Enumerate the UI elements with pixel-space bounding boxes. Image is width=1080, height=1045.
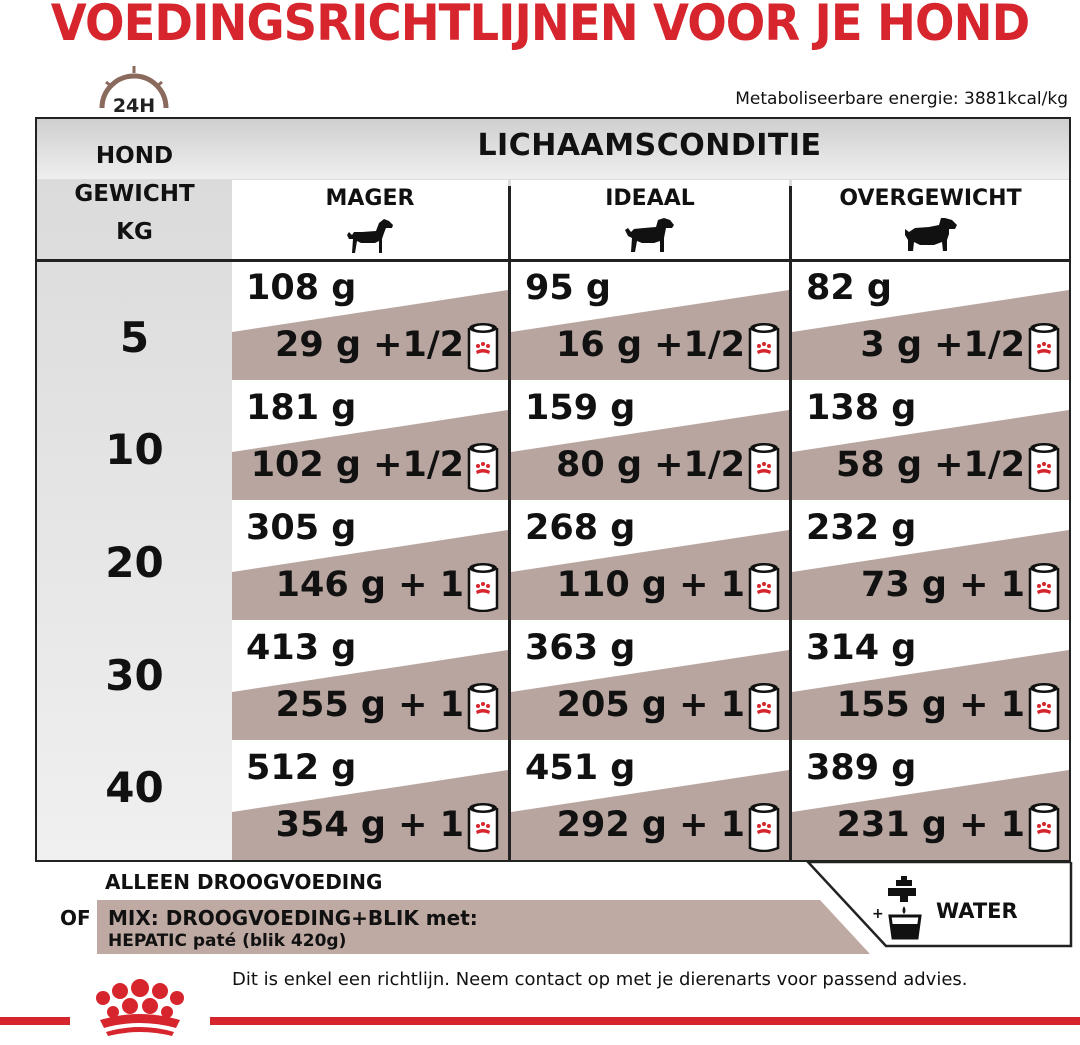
feeding-cell [511, 262, 789, 382]
mix-amount: 80 g +1/2 [556, 445, 745, 485]
column-divider [789, 262, 792, 860]
dry-food-amount: 363 g [525, 628, 636, 668]
dry-food-amount: 451 g [525, 748, 636, 788]
dry-food-amount: 413 g [246, 628, 357, 668]
weight-label: 40 [105, 763, 164, 812]
dry-food-amount: 138 g [806, 388, 917, 428]
mix-amount: 231 g + 1 [836, 805, 1025, 845]
feeding-cell [511, 382, 789, 502]
column-divider [508, 262, 511, 860]
feeding-cell [792, 742, 1069, 862]
feeding-cell [792, 262, 1069, 382]
legend-dry-only: ALLEEN DROOGVOEDING [105, 870, 383, 894]
mix-amount: 292 g + 1 [556, 805, 745, 845]
column-label: OVERGEWICHT [839, 186, 1022, 211]
page-title: VOEDINGSRICHTLIJNEN VOOR JE HOND [50, 0, 1030, 52]
dry-food-amount: 512 g [246, 748, 357, 788]
condition-title: LICHAAMSCONDITIE [477, 128, 822, 163]
dry-food-amount: 305 g [246, 508, 357, 548]
mix-amount: 155 g + 1 [836, 685, 1025, 725]
weight-label: 30 [105, 651, 164, 700]
mix-amount: 255 g + 1 [275, 685, 464, 725]
water-tap-icon [868, 876, 934, 944]
column-header-lean [232, 180, 508, 260]
can-icon [747, 802, 781, 856]
feeding-cell [511, 742, 789, 862]
lean-dog-icon [344, 215, 396, 255]
column-divider [789, 186, 792, 260]
clock-24h-icon [92, 62, 176, 120]
legend-mix-line1: MIX: DROOGVOEDING+BLIK met: [108, 906, 478, 930]
energy-value: Metaboliseerbare energie: 3881kcal/kg [735, 89, 1068, 109]
column-header-ideal [511, 180, 789, 260]
ideal-dog-icon [622, 215, 678, 255]
can-icon [1027, 442, 1061, 496]
dry-food-amount: 268 g [525, 508, 636, 548]
weight-header [37, 137, 232, 251]
legend-mix-line2: HEPATIC paté (blik 420g) [108, 931, 347, 951]
dry-food-amount: 181 g [246, 388, 357, 428]
feeding-cell [232, 382, 508, 502]
mix-amount: 73 g + 1 [861, 565, 1025, 605]
dry-food-amount: 159 g [525, 388, 636, 428]
legend-water: WATER [936, 899, 1018, 923]
column-label: MAGER [325, 186, 415, 211]
weight-header-line: KG [116, 219, 153, 245]
feeding-cell [232, 262, 508, 382]
can-icon [1027, 802, 1061, 856]
dry-food-amount: 314 g [806, 628, 917, 668]
can-icon [1027, 322, 1061, 376]
feeding-cell [792, 502, 1069, 622]
feeding-cell [232, 622, 508, 742]
feeding-cell [511, 502, 789, 622]
feeding-cell [232, 742, 508, 862]
mix-amount: 205 g + 1 [556, 685, 745, 725]
column-divider [508, 186, 511, 260]
column-label: IDEAAL [605, 186, 695, 211]
dry-food-amount: 389 g [806, 748, 917, 788]
mix-amount: 16 g +1/2 [556, 325, 745, 365]
can-icon [747, 322, 781, 376]
dry-food-amount: 108 g [246, 268, 357, 308]
dry-food-amount: 82 g [806, 268, 892, 308]
weight-header-line: GEWICHT [74, 181, 195, 207]
can-icon [466, 442, 500, 496]
mix-amount: 354 g + 1 [275, 805, 464, 845]
disclaimer: Dit is enkel een richtlijn. Neem contact op met je dierenarts voor passend advies. [232, 969, 968, 990]
dry-food-amount: 232 g [806, 508, 917, 548]
royal-crown-logo [70, 978, 210, 1038]
mix-amount: 102 g +1/2 [250, 445, 464, 485]
mix-amount: 146 g + 1 [275, 565, 464, 605]
can-icon [466, 802, 500, 856]
mix-amount: 58 g +1/2 [836, 445, 1025, 485]
can-icon [466, 562, 500, 616]
weight-label: 20 [105, 538, 164, 587]
feeding-cell [232, 502, 508, 622]
feeding-cell [511, 622, 789, 742]
weight-header-line: HOND [95, 143, 174, 169]
svg-text:+: + [872, 906, 884, 922]
can-icon [747, 682, 781, 736]
feeding-cell [792, 622, 1069, 742]
can-icon [1027, 562, 1061, 616]
can-icon [466, 682, 500, 736]
weight-label: 10 [105, 425, 164, 474]
overweight-dog-icon [901, 215, 961, 255]
feeding-cell [792, 382, 1069, 502]
clock-label: 24H [112, 95, 156, 117]
column-header-overweight [792, 180, 1069, 260]
can-icon [747, 442, 781, 496]
can-icon [747, 562, 781, 616]
mix-amount: 3 g +1/2 [860, 325, 1025, 365]
can-icon [1027, 682, 1061, 736]
weight-label: 5 [119, 313, 150, 362]
dry-food-amount: 95 g [525, 268, 611, 308]
mix-amount: 29 g +1/2 [275, 325, 464, 365]
can-icon [466, 322, 500, 376]
mix-amount: 110 g + 1 [556, 565, 745, 605]
legend-or: OF [60, 906, 91, 930]
